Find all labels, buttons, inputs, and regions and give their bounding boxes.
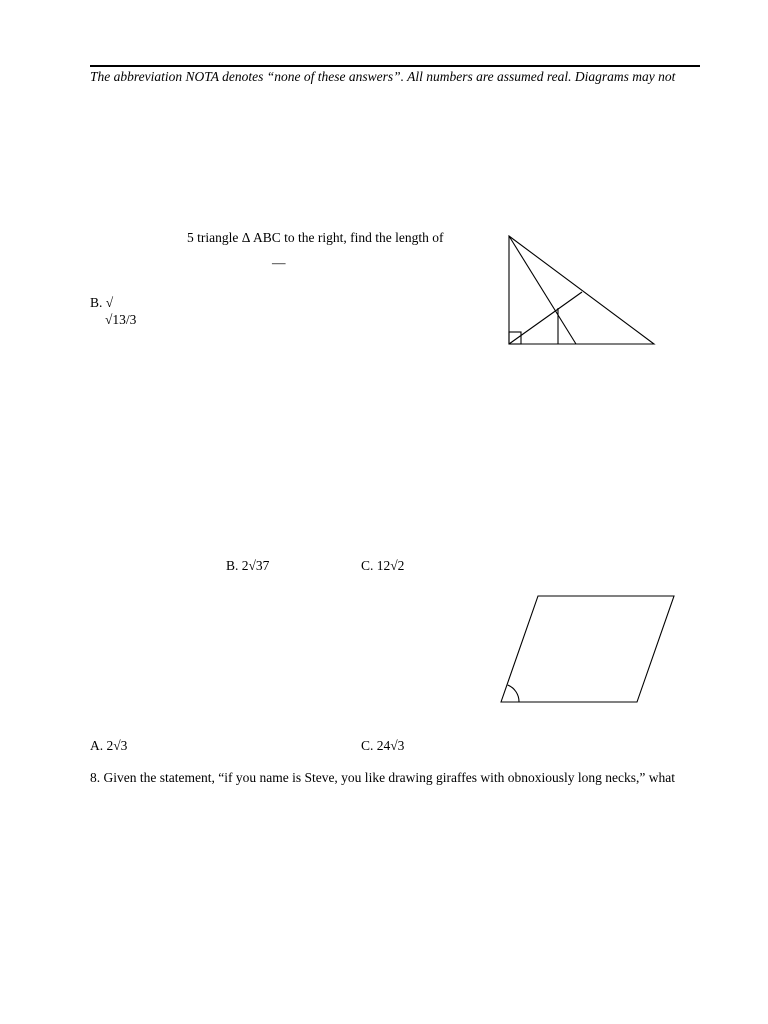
angle-arc-marker bbox=[508, 685, 519, 702]
choice-b-row1: B. 2√37 bbox=[226, 558, 270, 573]
instructions-text: The abbreviation NOTA denotes “none of these answers”. All numbers are assumed real. Diagrams may not bbox=[90, 69, 676, 84]
parallelogram-diagram bbox=[495, 590, 680, 708]
header-rule bbox=[90, 65, 700, 67]
overline-fragment: — bbox=[272, 255, 286, 270]
choice-c-row1: C. 12√2 bbox=[361, 558, 405, 573]
parallelogram-outline bbox=[501, 596, 674, 702]
triangle-outline bbox=[509, 236, 654, 344]
triangle-question-text: 5 triangle Δ ABC to the right, find the length of bbox=[187, 230, 444, 245]
choice-a-parallelogram: A. 2√3 bbox=[90, 738, 128, 753]
choice-b-triangle: B. √ bbox=[90, 295, 114, 310]
choice-b-triangle-continued: √13/3 bbox=[105, 312, 137, 327]
triangle-median-line bbox=[509, 236, 576, 344]
right-triangle-diagram bbox=[500, 228, 664, 352]
choice-c-parallelogram: C. 24√3 bbox=[361, 738, 405, 753]
question-8-text: 8. Given the statement, “if you name is Steve, you like drawing giraffes with obnoxiously long necks,” what bbox=[90, 770, 676, 785]
